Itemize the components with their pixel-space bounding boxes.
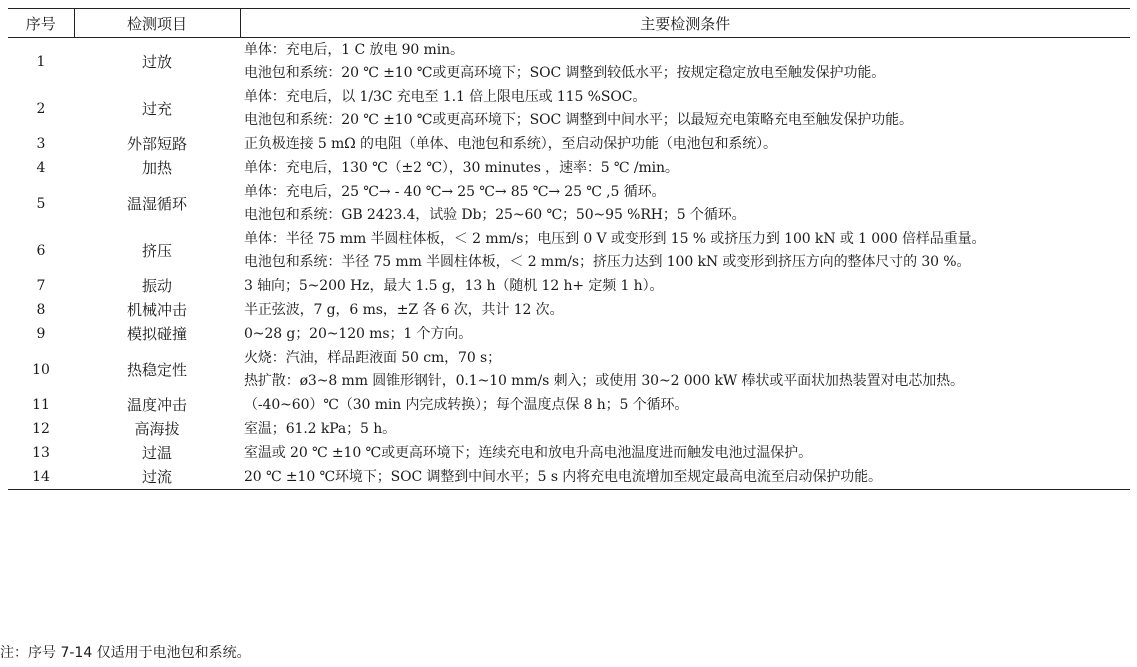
table-row xyxy=(8,132,1130,156)
row-test-item: 过充 xyxy=(141,99,172,118)
header-test-conditions: 主要检测条件 xyxy=(240,9,1130,38)
row-test-item: 机械冲击 xyxy=(126,301,187,319)
condition-line: 半正弦波，7 g，6 ms，±Z 各 6 次，共计 12 次。 xyxy=(244,301,564,318)
row-serial-number: 4 xyxy=(36,160,46,176)
table-row xyxy=(8,227,1130,274)
row-test-conditions xyxy=(240,132,1130,156)
condition-line: 单体：半径 75 mm 半圆柱体板，＜ 2 mm/s；电压到 0 V 或变形到 15 % 或挤压力到 100 kN 或 1 000 倍样品重量。 xyxy=(244,230,986,247)
row-test-item: 过温 xyxy=(141,444,172,462)
row-serial-number: 14 xyxy=(8,465,74,490)
row-test-item: 挤压 xyxy=(141,241,172,260)
header-serial-number: 序号 xyxy=(8,9,74,38)
row-serial-number: 5 xyxy=(36,195,46,212)
row-test-conditions xyxy=(240,156,1130,180)
condition-line: 正负极连接 5 mΩ 的电阻（单体、电池包和系统），至启动保护功能（电池包和系统）。 xyxy=(244,135,777,152)
condition-line: 室温或 20 ℃ ±10 ℃或更高环境下；连续充电和放电升高电池温度进而触发电池过温保护。 xyxy=(244,444,812,461)
row-test-item: 热稳定性 xyxy=(126,360,187,379)
condition-line: 电池包和系统：20 ℃ ±10 ℃或更高环境下；SOC 调整到中间水平；以最短充电策略充电至触发保护功能。 xyxy=(244,111,913,128)
condition-line: 火烧：汽油，样品距液面 50 cm，70 s； xyxy=(244,349,501,366)
row-serial-number: 9 xyxy=(36,326,46,342)
table-row xyxy=(8,465,1130,490)
row-test-conditions xyxy=(240,38,1130,86)
row-test-conditions xyxy=(240,85,1130,132)
table-row xyxy=(8,85,1130,132)
row-serial-number: 11 xyxy=(32,397,50,413)
condition-line: 电池包和系统：20 ℃ ±10 ℃或更高环境下；SOC 调整到较低水平；按规定稳定放电至触发保护功能。 xyxy=(244,64,886,81)
row-test-conditions xyxy=(240,298,1130,322)
condition-line: 电池包和系统：GB 2423.4，试验 Db；25~60 ℃；50~95 %RH；5 个循环。 xyxy=(244,206,746,223)
condition-line: 单体：充电后，130 ℃（±2 ℃），30 minutes ，速率：5 ℃ /min。 xyxy=(244,159,679,176)
table-row xyxy=(8,393,1130,417)
condition-line: 单体：充电后，以 1/3C 充电至 1.1 倍上限电压或 115 %SOC。 xyxy=(244,88,647,105)
row-serial-number: 7 xyxy=(36,278,46,294)
row-test-item: 加热 xyxy=(141,159,172,177)
row-serial-number: 6 xyxy=(36,242,46,259)
table-footnote: 注：序号 7-14 仅适用于电池包和系统。 xyxy=(0,645,251,661)
row-serial-number: 1 xyxy=(36,53,46,70)
row-test-conditions xyxy=(240,180,1130,227)
table-row xyxy=(8,346,1130,393)
row-test-item: 模拟碰撞 xyxy=(126,325,187,343)
row-test-conditions xyxy=(240,441,1130,465)
row-test-conditions xyxy=(240,417,1130,441)
row-test-item: 高海拔 xyxy=(134,420,180,438)
row-test-conditions xyxy=(240,274,1130,298)
test-conditions-table xyxy=(8,8,1130,490)
table-row xyxy=(8,417,1130,441)
table-row xyxy=(8,441,1130,465)
table-row xyxy=(8,322,1130,346)
condition-line: 3 轴向；5~200 Hz，最大 1.5 g，13 h（随机 12 h+ 定频 1 h）。 xyxy=(244,277,664,294)
row-test-item: 温度冲击 xyxy=(126,396,187,414)
row-test-conditions xyxy=(240,393,1130,417)
row-serial-number: 3 xyxy=(36,136,46,152)
row-serial-number: 8 xyxy=(36,302,46,318)
row-test-item: 过放 xyxy=(141,52,172,71)
row-test-item: 振动 xyxy=(141,277,172,295)
table-header xyxy=(8,9,1130,38)
row-test-conditions xyxy=(240,346,1130,393)
condition-line: 单体：充电后，1 C 放电 90 min。 xyxy=(244,41,464,58)
condition-line: （-40~60）℃（30 min 内完成转换）；每个温度点保 8 h；5 个循环。 xyxy=(244,396,689,413)
condition-line: 室温；61.2 kPa；5 h。 xyxy=(244,420,397,437)
table-row xyxy=(8,298,1130,322)
header-test-item: 检测项目 xyxy=(74,9,240,38)
row-test-item: 温湿循环 xyxy=(126,194,187,213)
condition-line: 热扩散：ø3~8 mm 圆锥形钢针，0.1~10 mm/s 刺入；或使用 30~2 000 kW 棒状或平面状加热装置对电芯加热。 xyxy=(244,372,964,389)
table-row xyxy=(8,38,1130,86)
condition-line: 0~28 g；20~120 ms；1 个方向。 xyxy=(244,325,473,342)
condition-line: 单体：充电后，25 ℃→ - 40 ℃→ 25 ℃→ 85 ℃→ 25 ℃ ,5 循环。 xyxy=(244,183,666,200)
row-test-conditions xyxy=(240,322,1130,346)
row-test-item: 过流 xyxy=(74,465,240,490)
row-serial-number: 12 xyxy=(32,421,50,437)
row-serial-number: 2 xyxy=(36,100,46,117)
condition-line: 电池包和系统：半径 75 mm 半圆柱体板，＜ 2 mm/s；挤压力达到 100 kN 或变形到挤压方向的整体尺寸的 30 %。 xyxy=(244,253,971,270)
row-serial-number: 13 xyxy=(32,445,50,461)
table-row xyxy=(8,156,1130,180)
row-test-conditions xyxy=(240,227,1130,274)
row-test-conditions xyxy=(240,465,1130,490)
table-row xyxy=(8,274,1130,298)
row-test-item: 外部短路 xyxy=(126,135,187,153)
table-row xyxy=(8,180,1130,227)
table-body xyxy=(8,38,1130,490)
condition-line: 20 ℃ ±10 ℃环境下；SOC 调整到中间水平；5 s 内将充电电流增加至规定最高电流至启动保护功能。 xyxy=(244,468,882,485)
row-serial-number: 10 xyxy=(32,361,50,378)
